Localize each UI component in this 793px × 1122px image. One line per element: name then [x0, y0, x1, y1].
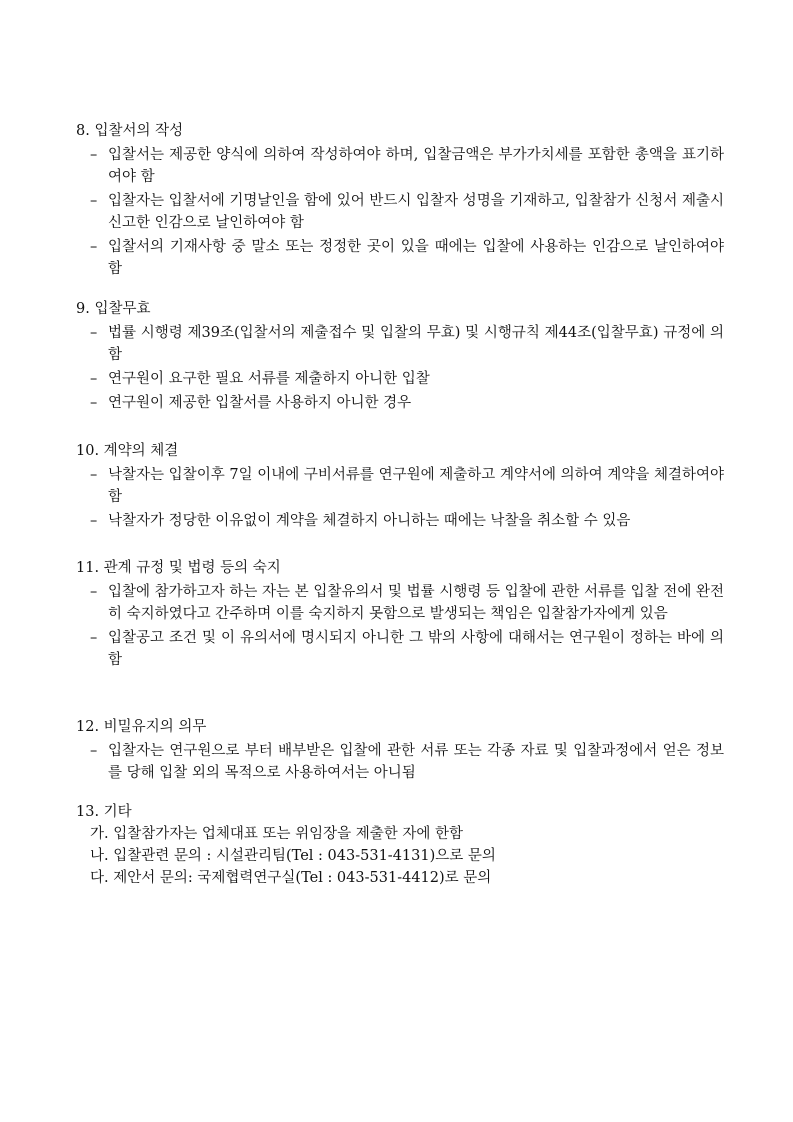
dash-icon: –	[90, 513, 98, 529]
section-11	[76, 557, 724, 671]
section-heading: 13. 기타	[76, 804, 132, 820]
bullet-item: – 연구원이 요구한 필요 서류를 제출하지 아니한 입찰	[76, 368, 724, 390]
list-item: 나. 입찰관련 문의 : 시설관리팀(Tel : 043-531-4131)으로 문의	[90, 848, 496, 864]
bullet-item: – 입찰자는 연구원으로 부터 배부받은 입찰에 관한 서류 또는 각종 자료 및 입찰과정에서 얻은 정보를 당해 입찰 외의 목적으로 사용하여서는 아니됨	[76, 740, 724, 784]
dash-icon: –	[90, 325, 98, 341]
bullet-item: – 입찰공고 조건 및 이 유의서에 명시되지 아니한 그 밖의 사항에 대해서는 연구원이 정하는 바에 의함	[76, 627, 724, 671]
bullet-item: – 입찰서의 기재사항 중 말소 또는 정정한 곳이 있을 때에는 입찰에 사용하는 인감으로 날인하여야 함	[76, 236, 724, 280]
bullet-item: – 입찰에 참가하고자 하는 자는 본 입찰유의서 및 법률 시행령 등 입찰에 관한 서류를 입찰 전에 완전히 숙지하였다고 간주하며 이를 숙지하지 못함으로 발생되는 책임은 입찰참가자에게 있음	[76, 581, 724, 625]
section-heading: 8. 입찰서의 작성	[76, 123, 184, 139]
bullet-item: – 낙찰자가 정당한 이유없이 계약을 체결하지 아니하는 때에는 낙찰을 취소할 수 있음	[76, 510, 724, 532]
list-item: 다. 제안서 문의: 국제협력연구실(Tel : 043-531-4412)로 문의	[90, 870, 492, 886]
dash-icon: –	[90, 630, 98, 646]
section-heading: 10. 계약의 체결	[76, 443, 179, 459]
bullet-item: – 입찰자는 입찰서에 기명날인을 함에 있어 반드시 입찰자 성명을 기재하고, 입찰참가 신청서 제출시 신고한 인감으로 날인하여야 함	[76, 190, 724, 234]
section-9	[76, 298, 724, 414]
bullet-item: – 법률 시행령 제39조(입찰서의 제출접수 및 입찰의 무효) 및 시행규칙 제44조(입찰무효) 규정에 의함	[76, 322, 724, 366]
dash-icon: –	[90, 371, 98, 387]
section-heading: 12. 비밀유지의 의무	[76, 719, 207, 735]
section-13	[76, 801, 724, 889]
dash-icon: –	[90, 239, 98, 255]
bullet-item: – 입찰서는 제공한 양식에 의하여 작성하여야 하며, 입찰금액은 부가가치세를 포함한 총액을 표기하여야 함	[76, 144, 724, 188]
section-8	[76, 120, 724, 280]
dash-icon: –	[90, 743, 98, 759]
section-heading: 11. 관계 규정 및 법령 등의 숙지	[76, 560, 281, 576]
dash-icon: –	[90, 467, 98, 483]
section-12	[76, 716, 724, 784]
list-item: 가. 입찰참가자는 업체대표 또는 위임장을 제출한 자에 한함	[90, 826, 464, 842]
bullet-item: – 연구원이 제공한 입찰서를 사용하지 아니한 경우	[76, 392, 724, 414]
section-heading: 9. 입찰무효	[76, 301, 151, 317]
section-10	[76, 440, 724, 532]
bullet-item: – 낙찰자는 입찰이후 7일 이내에 구비서류를 연구원에 제출하고 계약서에 의하여 계약을 체결하여야 함	[76, 464, 724, 508]
dash-icon: –	[90, 147, 98, 163]
dash-icon: –	[90, 584, 98, 600]
dash-icon: –	[90, 395, 98, 411]
dash-icon: –	[90, 193, 98, 209]
